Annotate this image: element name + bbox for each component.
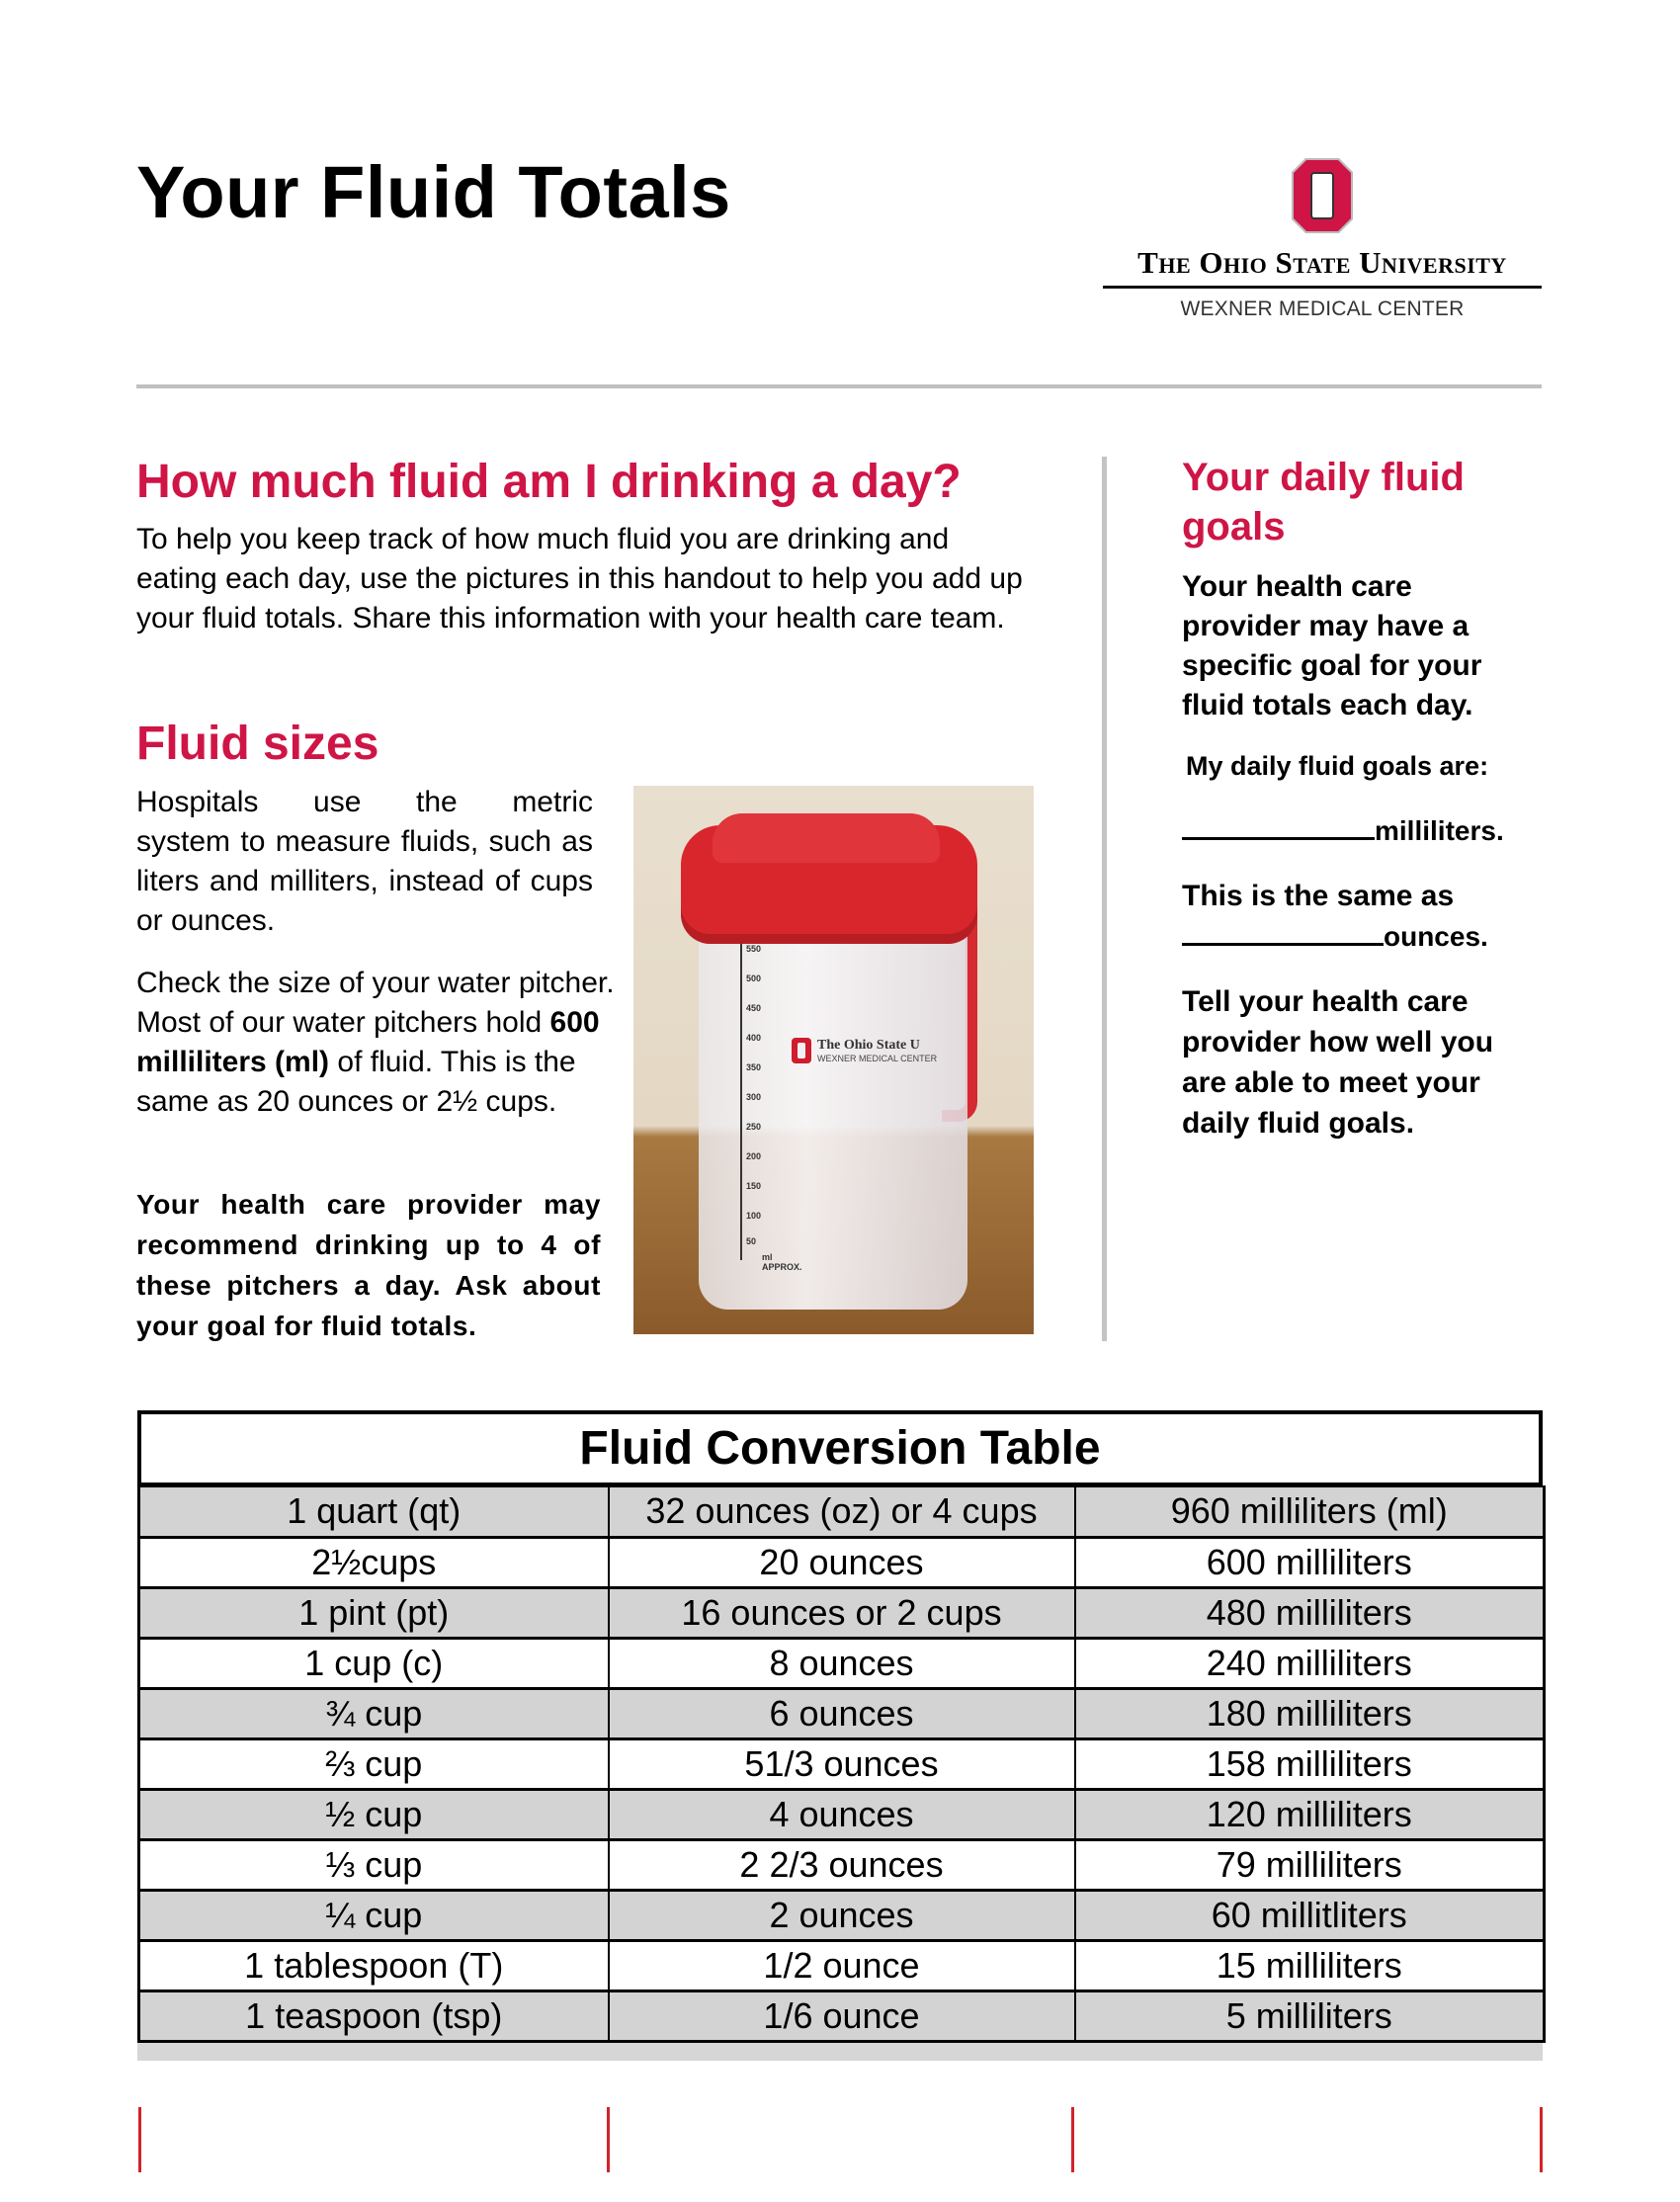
unit-cell: 1 quart (qt)	[139, 1486, 609, 1537]
scale-mark: 100	[746, 1211, 762, 1221]
fluid-sizes-paragraph-3: Your health care provider may recommend drinking up to 4 of these pitchers a day. Ask about your goal for fluid totals.	[136, 1189, 601, 1341]
table-row	[139, 1890, 1545, 1940]
oz-goal-line	[1182, 921, 1488, 953]
pitcher-scale	[740, 944, 802, 1272]
scale-mark: 500	[746, 974, 762, 983]
table-row	[139, 1537, 1545, 1587]
unit-cell: ⅓ cup	[139, 1839, 609, 1890]
unit-cell: 1 teaspoon (tsp)	[139, 1990, 609, 2041]
milliliters-cell: 960 milliliters (ml)	[1075, 1486, 1545, 1537]
intro-heading: How much fluid am I drinking a day?	[136, 456, 962, 508]
table-row	[139, 1486, 1545, 1537]
table-row	[139, 1940, 1545, 1990]
tell-provider-text: Tell your health care provider how well you are able to meet your daily fluid goals.	[1182, 985, 1494, 1140]
unit-cell: 1 tablespoon (T)	[139, 1940, 609, 1990]
unit-cell: 2½cups	[139, 1537, 609, 1587]
logo-subtitle: WEXNER MEDICAL CENTER	[1180, 297, 1465, 320]
fluid-sizes-p1-rest: system to measure fluids, such as liters and milliters, instead of cups or ounces.	[136, 825, 593, 937]
ml-suffix: milliliters.	[1375, 815, 1504, 846]
scale-mark: 400	[746, 1033, 762, 1043]
cup-logo	[792, 1038, 937, 1063]
pitcher-body	[699, 914, 967, 1310]
cup-logo-sub: WEXNER MEDICAL CENTER	[817, 1054, 938, 1063]
milliliters-cell: 60 millitliters	[1075, 1890, 1545, 1940]
ounces-cell: 1/2 ounce	[609, 1940, 1075, 1990]
footer-tick	[138, 2107, 141, 2172]
ounces-cell: 1/6 ounce	[609, 1990, 1075, 2041]
table-title: Fluid Conversion Table	[137, 1410, 1543, 1485]
milliliters-cell: 240 milliliters	[1075, 1638, 1545, 1688]
footer-tick	[607, 2107, 610, 2172]
intro-body: To help you keep track of how much fluid you are drinking and eating each day, use the pictures in this handout to help you add up your fluid totals. Share this information with your health care team.	[136, 523, 1023, 635]
ml-goal-line	[1182, 815, 1504, 847]
table-row	[139, 1587, 1545, 1638]
osu-wexner-logo	[1103, 158, 1542, 321]
ounces-cell: 2 2/3 ounces	[609, 1839, 1075, 1890]
ounces-cell: 32 ounces (oz) or 4 cups	[609, 1486, 1075, 1537]
ounces-cell: 51/3 ounces	[609, 1738, 1075, 1789]
p2-bold-volume: 600 milliliters (ml)	[136, 1006, 600, 1078]
p2-text-after: of fluid. This is the same as 20 ounces or 2½ cups.	[136, 1046, 576, 1118]
footer-tick	[1540, 2107, 1543, 2172]
scale-mark: 550	[746, 944, 762, 954]
scale-mark: 150	[746, 1181, 762, 1191]
page-title: Your Fluid Totals	[136, 151, 731, 233]
milliliters-cell: 120 milliliters	[1075, 1789, 1545, 1839]
unit-cell: ⅔ cup	[139, 1738, 609, 1789]
milliliters-cell: 600 milliliters	[1075, 1537, 1545, 1587]
ml-goal-blank[interactable]	[1182, 837, 1375, 840]
unit-cell: ¼ cup	[139, 1890, 609, 1940]
table-row	[139, 1688, 1545, 1738]
scale-mark: 50	[746, 1236, 757, 1246]
daily-goals-heading: Your daily fluid goals	[1182, 456, 1465, 549]
ounces-cell: 20 ounces	[609, 1537, 1075, 1587]
table-row	[139, 1638, 1545, 1688]
table-row	[139, 1789, 1545, 1839]
fluid-sizes-p1-first-line: Hospitals use the metric	[136, 786, 593, 818]
fluid-conversion-table	[137, 1410, 1543, 2061]
ounces-cell: 8 ounces	[609, 1638, 1075, 1688]
cup-logo-name: The Ohio State U	[817, 1038, 920, 1053]
daily-goals-body: Your health care provider may have a specific goal for your fluid totals each day.	[1182, 570, 1482, 721]
milliliters-cell: 480 milliliters	[1075, 1587, 1545, 1638]
scale-mark: 300	[746, 1092, 762, 1102]
table-row	[139, 1738, 1545, 1789]
fluid-sizes-paragraph-1	[136, 783, 593, 941]
fluid-sizes-heading: Fluid sizes	[136, 718, 379, 770]
unit-cell: 1 cup (c)	[139, 1638, 609, 1688]
milliliters-cell: 180 milliliters	[1075, 1688, 1545, 1738]
table-row	[139, 1839, 1545, 1890]
unit-cell: ½ cup	[139, 1789, 609, 1839]
milliliters-cell: 5 milliliters	[1075, 1990, 1545, 2041]
table-row	[139, 1990, 1545, 2041]
ounces-cell: 16 ounces or 2 cups	[609, 1587, 1075, 1638]
column-divider	[1102, 457, 1107, 1341]
pitcher-photo	[633, 786, 1034, 1334]
fluid-sizes-paragraph-2	[136, 964, 630, 1122]
logo-university-name: The Ohio State University	[1137, 245, 1507, 280]
scale-mark: 200	[746, 1151, 762, 1161]
block-o-icon	[1292, 158, 1353, 233]
scale-mark: 350	[746, 1062, 762, 1072]
table-body	[139, 1486, 1545, 2041]
unit-cell: 1 pint (pt)	[139, 1587, 609, 1638]
milliliters-cell: 158 milliliters	[1075, 1738, 1545, 1789]
unit-cell: ¾ cup	[139, 1688, 609, 1738]
ounces-cell: 6 ounces	[609, 1688, 1075, 1738]
milliliters-cell: 79 milliliters	[1075, 1839, 1545, 1890]
milliliters-cell: 15 milliliters	[1075, 1940, 1545, 1990]
daily-goals-label: My daily fluid goals are:	[1186, 751, 1489, 781]
table-footer-shade	[137, 2043, 1543, 2061]
oz-suffix: ounces.	[1384, 921, 1488, 952]
pitcher-lid-top	[713, 813, 940, 863]
same-as-label: This is the same as	[1182, 880, 1455, 912]
scale-footer: ml APPROX.	[762, 1252, 802, 1272]
header-divider	[136, 384, 1542, 388]
footer-tick	[1071, 2107, 1074, 2172]
scale-mark: 450	[746, 1003, 762, 1013]
p2-text-before: Check the size of your water pitcher. Most of our water pitchers hold	[136, 967, 615, 1039]
block-o-icon	[792, 1038, 811, 1063]
scale-mark: 250	[746, 1122, 762, 1132]
logo-rule	[1103, 286, 1542, 289]
ounces-cell: 4 ounces	[609, 1789, 1075, 1839]
ounces-cell: 2 ounces	[609, 1890, 1075, 1940]
oz-goal-blank[interactable]	[1182, 943, 1384, 946]
